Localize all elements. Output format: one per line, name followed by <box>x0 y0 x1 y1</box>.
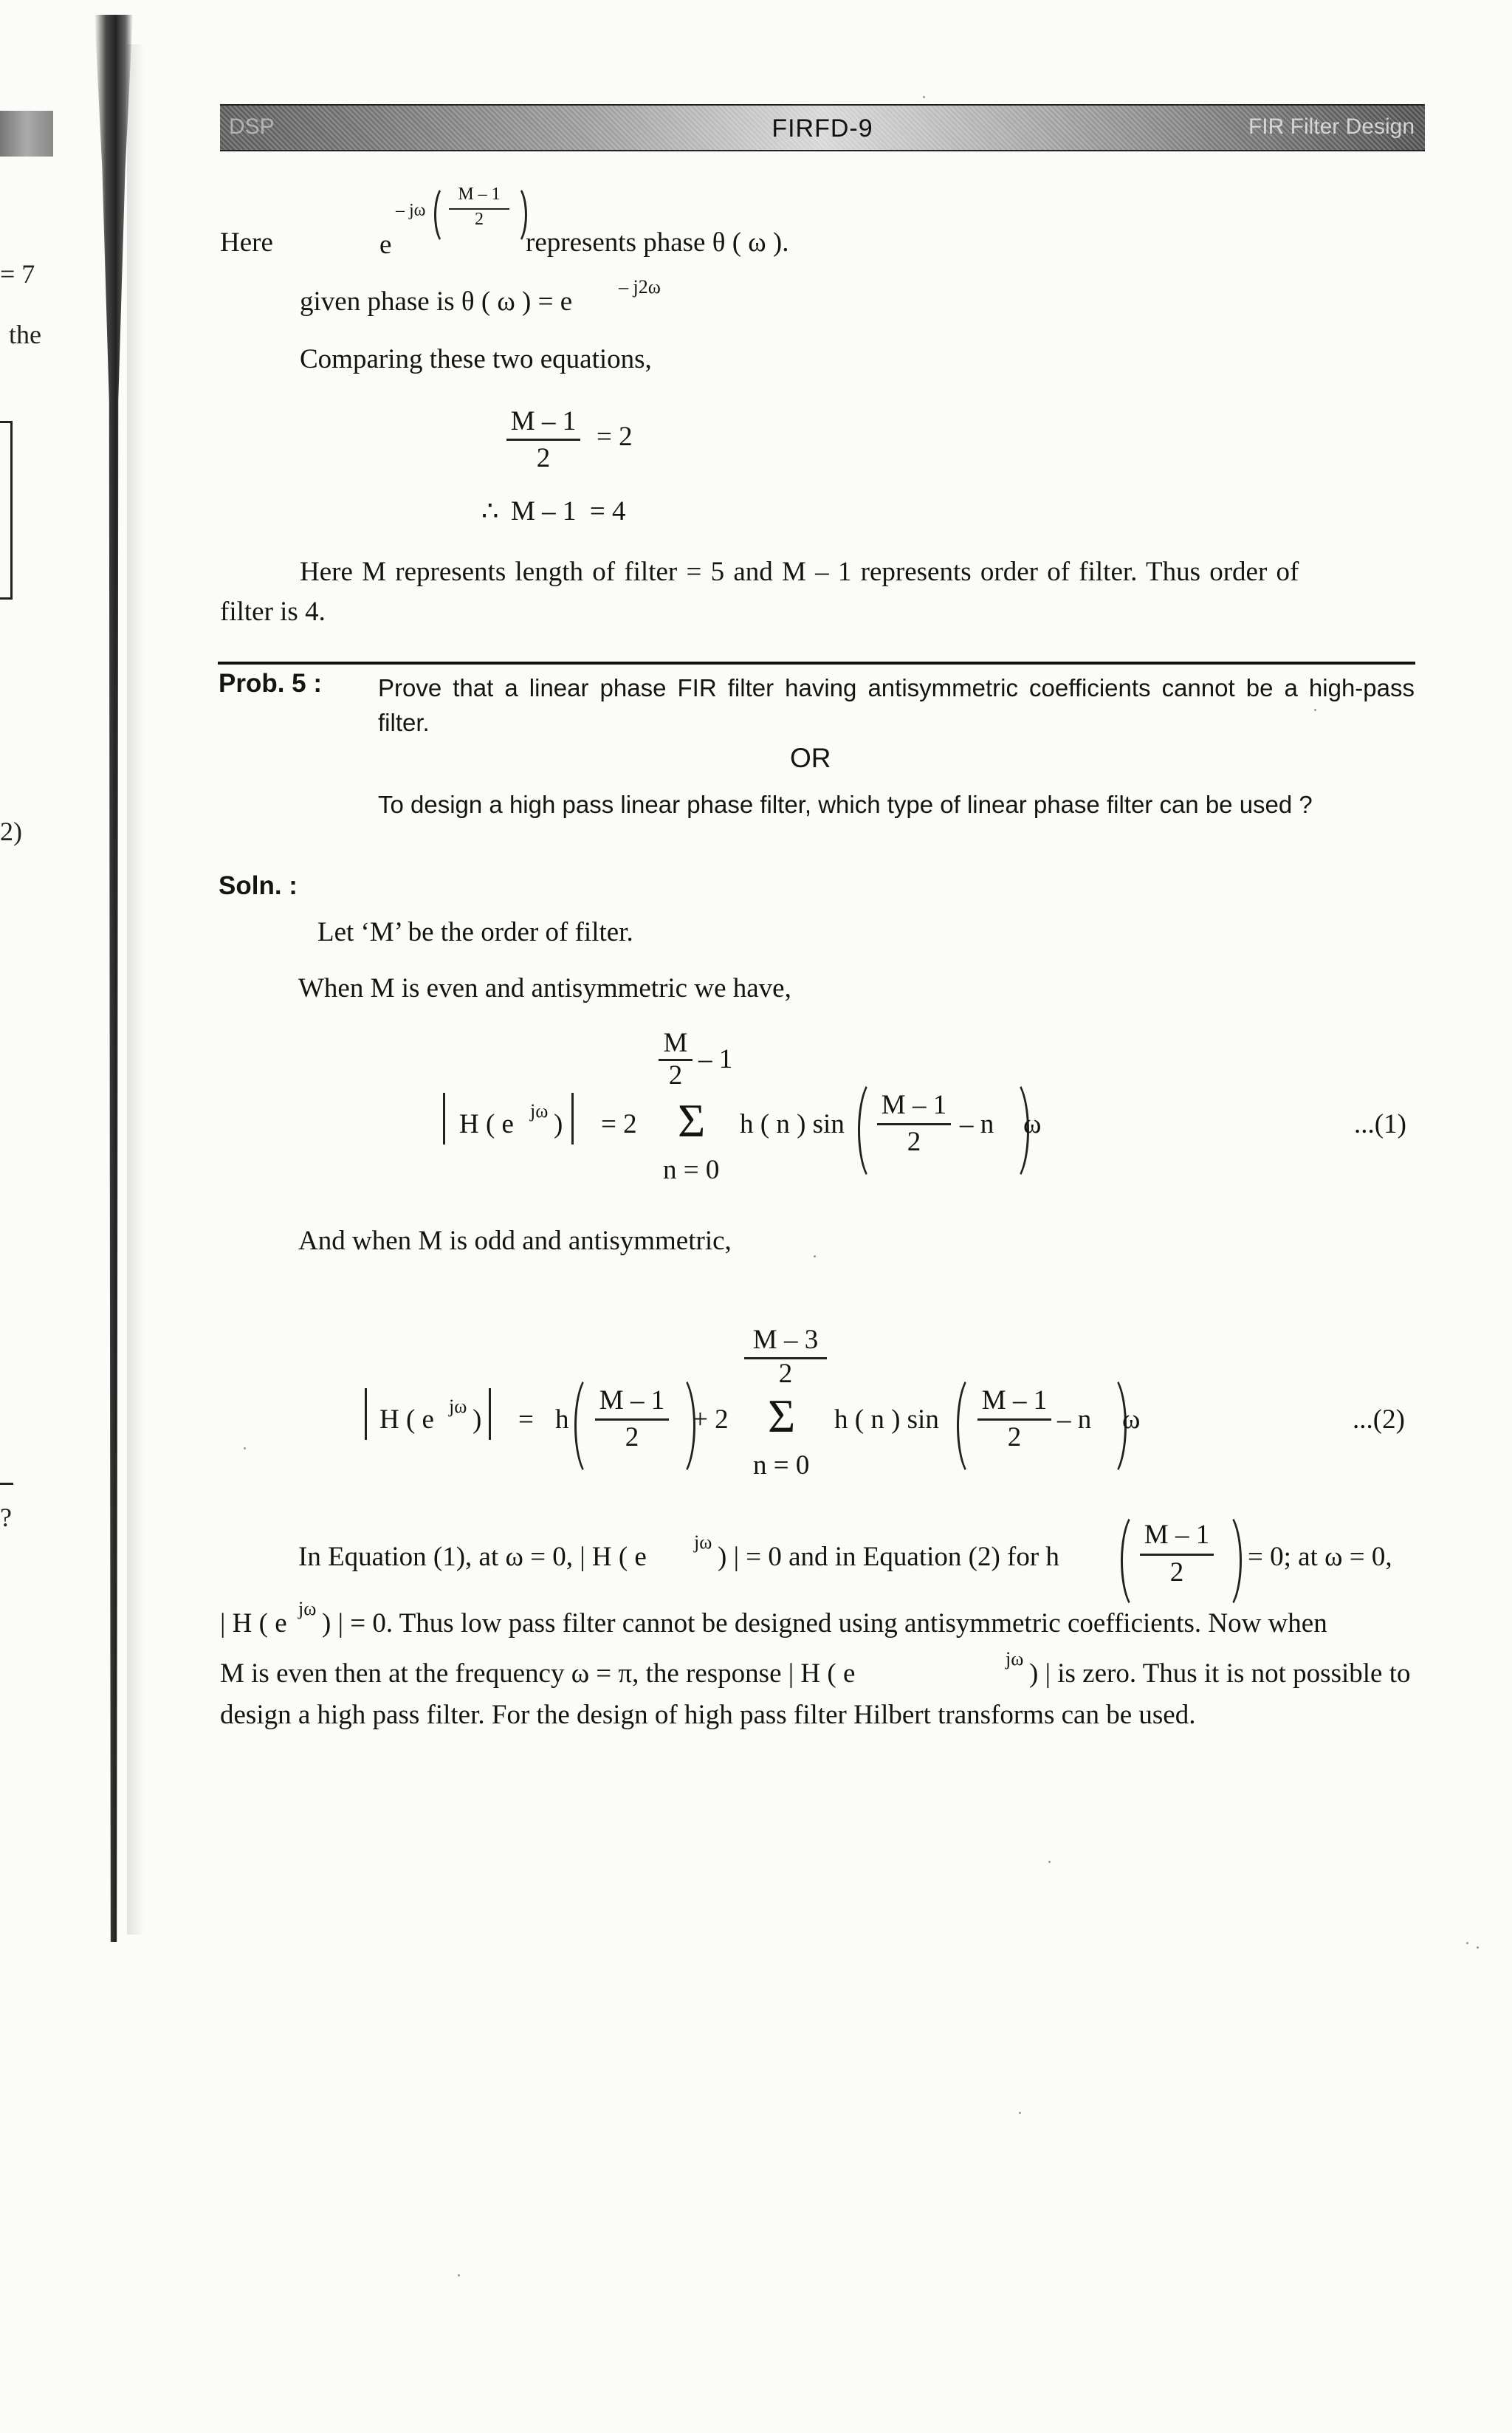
eq1-frac-den: 2 <box>907 1127 921 1157</box>
eq1-upper-num: M <box>663 1028 688 1058</box>
eq1-equals: = 2 <box>601 1109 637 1139</box>
eq1-number: ...(1) <box>1354 1109 1406 1139</box>
eq1-term: h ( n ) sin <box>740 1109 845 1139</box>
given-phase-exponent: – j2ω <box>619 276 661 298</box>
eq2-h-frac-num: M – 1 <box>599 1385 665 1415</box>
final-line-1-exponent: jω <box>694 1531 712 1553</box>
eq1-sigma: Σ <box>678 1094 706 1147</box>
eq2-lhs-H: H ( e <box>379 1404 434 1435</box>
eq-numerator: M – 1 <box>510 406 577 436</box>
header-right-faded-text: FIR Filter Design <box>1248 114 1415 139</box>
eq2-h-right-paren <box>662 1373 695 1478</box>
exp-neg-jw: – jω <box>396 201 426 220</box>
left-edge-dash <box>0 1483 13 1485</box>
eq2-abs-right-bar <box>489 1388 491 1440</box>
represents-text: represents phase θ ( ω ). <box>526 227 789 258</box>
eq1-lhs-close: ) <box>554 1109 563 1139</box>
let-text: Let ‘M’ be the order of filter. <box>317 917 633 947</box>
eq2-h-frac-den: 2 <box>625 1422 639 1452</box>
final-frac-den: 2 <box>1169 1557 1184 1588</box>
eq2-abs-left-bar <box>365 1388 367 1440</box>
exp-base: e <box>379 230 392 260</box>
final-line-2b: ) | = 0. Thus low pass filter cannot be designed using antisymmetric coefficients. Now when <box>322 1608 1327 1638</box>
even-case-text: When M is even and antisymmetric we have, <box>298 973 791 1003</box>
problem-alt-statement: To design a high pass linear phase filter, which type of linear phase filter can be used ? <box>378 791 1313 818</box>
final-frac-num: M – 1 <box>1144 1520 1210 1550</box>
book-spine-gradient <box>127 44 145 1935</box>
eq2-minus-n: – n <box>1057 1404 1092 1435</box>
conclusion-line-1: Here M represents length of filter = 5 and M – 1 represents order of filter. Thus order of <box>300 557 1299 587</box>
eq1-upper-minus: – 1 <box>698 1044 733 1074</box>
given-phase-text: given phase is θ ( ω ) = e <box>300 286 573 317</box>
eq2-h: h <box>555 1404 569 1435</box>
or-separator: OR <box>790 743 831 773</box>
problem-label: Prob. 5 : <box>219 669 323 698</box>
eq2-upper-num: M – 3 <box>752 1325 819 1355</box>
eq2-sigma: Σ <box>768 1390 796 1442</box>
final-line-1c: = 0; at ω = 0, <box>1248 1542 1392 1572</box>
exp-right-paren <box>504 185 527 245</box>
eq2-lower-limit: n = 0 <box>753 1450 810 1480</box>
odd-case-text: And when M is odd and antisymmetric, <box>298 1226 732 1256</box>
eq1-upper-den: 2 <box>668 1060 683 1091</box>
final-line-3b: ) | is zero. Thus it is not possible to <box>1029 1658 1411 1689</box>
eq-denominator: 2 <box>536 443 551 473</box>
eq2-frac-num: M – 1 <box>981 1385 1048 1415</box>
exp-numerator: M – 1 <box>458 185 501 204</box>
eq1-minus-n: – n <box>960 1109 994 1139</box>
order-equation: M – 1 = 4 <box>511 496 626 526</box>
header-left-faded-text: DSP <box>229 114 275 139</box>
eq2-upper-den: 2 <box>778 1359 793 1389</box>
page-header-title: FIRFD-9 <box>772 114 873 143</box>
conclusion-line-2: filter is 4. <box>220 597 326 627</box>
left-edge-header-fragment <box>0 111 53 157</box>
left-edge-fragment-1: = 7 <box>0 259 35 289</box>
eq2-plus-two: + 2 <box>693 1404 729 1435</box>
final-line-1b: ) | = 0 and in Equation (2) for h <box>718 1542 1059 1572</box>
eq2-term: h ( n ) sin <box>834 1404 939 1435</box>
section-divider <box>218 662 1415 665</box>
eq1-frac-num: M – 1 <box>881 1090 947 1120</box>
eq2-lhs-close: ) <box>472 1404 482 1435</box>
left-edge-fragment-3: 2) <box>0 817 22 846</box>
here-label: Here <box>220 227 273 258</box>
eq2-lhs-exponent: jω <box>449 1396 467 1417</box>
eq1-lhs-exponent: jω <box>530 1100 549 1122</box>
page-header-band <box>220 104 1425 151</box>
final-line-4: design a high pass filter. For the design of high pass filter Hilbert transforms can be used. <box>220 1700 1196 1730</box>
eq1-lower-limit: n = 0 <box>663 1155 720 1185</box>
therefore-symbol: ∴ <box>481 496 499 526</box>
final-right-paren <box>1208 1511 1242 1611</box>
final-line-3a: M is even then at the frequency ω = π, the response | H ( e <box>220 1658 856 1689</box>
eq2-omega: ω <box>1122 1404 1141 1435</box>
comparing-text: Comparing these two equations, <box>300 344 652 374</box>
left-edge-fragment-2: the <box>9 320 41 349</box>
eq-rhs: = 2 <box>597 422 633 452</box>
problem-statement: Prove that a linear phase FIR filter having antisymmetric coefficients cannot be a high-pass filter. <box>378 674 1415 736</box>
eq2-frac-den: 2 <box>1007 1422 1022 1452</box>
exp-denominator: 2 <box>475 210 484 229</box>
left-edge-box-fragment <box>0 421 13 600</box>
eq1-omega: ω <box>1023 1109 1042 1139</box>
final-line-3-exponent: jω <box>1006 1648 1024 1670</box>
final-line-2-exponent: jω <box>298 1598 317 1619</box>
eq2-number: ...(2) <box>1353 1404 1405 1435</box>
left-edge-fragment-4: ? <box>0 1503 12 1532</box>
final-line-1a: In Equation (1), at ω = 0, | H ( e <box>298 1542 647 1572</box>
eq2-equals: = <box>518 1404 534 1435</box>
eq1-lhs-H: H ( e <box>459 1109 514 1139</box>
eq1-abs-left-bar <box>443 1093 445 1145</box>
final-line-2a: | H ( e <box>220 1608 287 1638</box>
eq1-abs-right-bar <box>571 1093 574 1145</box>
solution-label: Soln. : <box>219 871 298 900</box>
